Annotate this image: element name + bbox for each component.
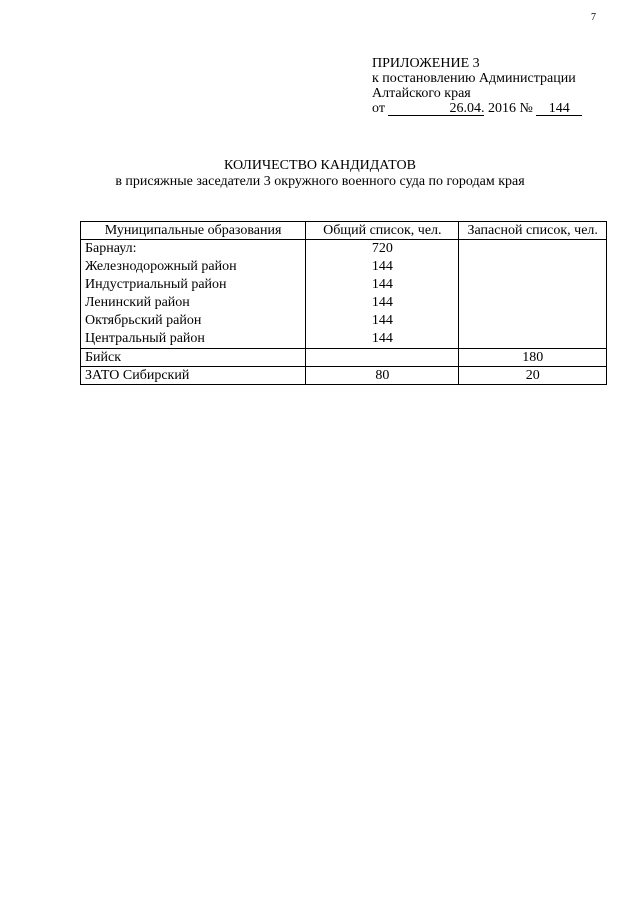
header-total-list: Общий список, чел. [306,222,459,240]
district-total: 144 [371,331,393,346]
barnaul-names-cell [81,240,306,349]
appendix-decree-line: к постановлению Администрации [372,71,576,86]
candidates-table [80,221,607,385]
number-fill: 144 [536,102,582,116]
district-name: Ленинский район [85,295,190,310]
barnaul-totals-cell [306,240,459,349]
zato-total-cell: 80 [306,367,459,385]
title-main: КОЛИЧЕСТВО КАНДИДАТОВ [224,158,416,173]
appendix-header [372,56,612,116]
table-row-biysk [81,349,607,367]
district-name: Центральный район [85,331,205,346]
district-total: 144 [371,277,393,292]
header-municipalities: Муниципальные образования [81,222,306,240]
appendix-title: ПРИЛОЖЕНИЕ 3 [372,56,480,71]
district-name: Железнодорожный район [85,259,237,274]
appendix-region-line: Алтайского края [372,86,471,101]
biysk-reserve-cell: 180 [459,349,607,367]
biysk-total-cell [306,349,459,367]
table-row-barnaul [81,240,607,349]
district-name: Барнаул: [85,241,137,256]
from-label: от [372,101,385,116]
document-title [0,158,640,190]
table-header-row [81,222,607,240]
district-total: 144 [371,259,393,274]
barnaul-reserve-cell [459,240,607,349]
header-reserve-list: Запасной список, чел. [459,222,607,240]
title-subtitle: в присяжные заседатели 3 окружного военного суда по городам края [115,174,525,189]
number-sign: № [519,101,533,116]
year-label: 2016 [487,101,516,116]
table-row-zato [81,367,607,385]
zato-name-cell: ЗАТО Сибирский [81,367,306,385]
date-fill: 26.04. [388,102,484,116]
page-number: 7 [591,12,596,23]
district-total: 144 [371,313,393,328]
district-name: Октябрьский район [85,313,202,328]
appendix-date-line [372,101,612,116]
biysk-name-cell: Бийск [81,349,306,367]
zato-reserve-cell: 20 [459,367,607,385]
district-name: Индустриальный район [85,277,227,292]
district-total: 144 [371,295,393,310]
district-total: 720 [371,241,393,256]
